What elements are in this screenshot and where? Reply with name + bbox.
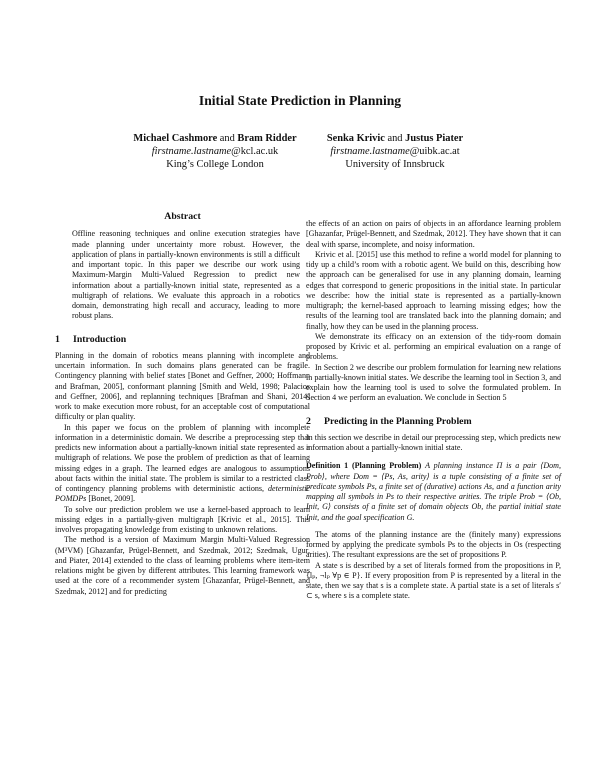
author-email: firstname.lastname@uibk.ac.at: [330, 146, 460, 157]
paragraph: In Section 2 we describe our problem formulation for learning new relations in partially-known initial states. We describe the learning tool in Section 3, and explain how the learning tool is used to solve the formulated problem. In Section 4 we perform an evaluation. We conclude in Section 5: [306, 362, 561, 403]
author-name: Michael Cashmore: [133, 133, 218, 144]
abstract-text: Offline reasoning techniques and online execution strategies have made planning under uncertainty more robust. However, the application of plans in partially-known environments is still a difficult and important topic. In this paper we describe our work using Maximum-Margin Multi-Valued Regression to predict new information about a partially-known initial state, represented as a multigraph of relations. We evaluate this approach in a robotics domain, demonstrating high recall and accuracy, leading to more robust plans.: [72, 229, 300, 321]
author-affiliation: University of Innsbruck: [345, 159, 445, 170]
author-name: Justus Piater: [405, 133, 464, 144]
author-names: [300, 132, 490, 145]
paragraph: Planning in the domain of robotics means planning with incomplete and uncertain information. In such domains plans generated can be fragile. Contingency planning with belief states [Bonet and Geffner, 2000; Hoffmann and Brafman, 2005], conformant planning [Smith and Weld, 1998; Palacios and Geffner, 2006], and replanning techniques [Brafman and Shani, 2014] work to make execution more robust, for an acceptable cost of computational difficulty or plan quality.: [55, 350, 310, 422]
author-block-innsbruck: [300, 132, 490, 171]
paragraph: In this section we describe in detail our preprocessing step, which predicts new information about a partially-known initial state.: [306, 432, 561, 452]
definition-label: Definition 1 (Planning Problem): [306, 461, 422, 471]
paragraph: A state s is described by a set of literals formed from the propositions in P, {lₚ, ¬lₚ ∀p ∈ P}. If every proposition from P is represented by a literal in the state, then we say that s is a complete state. A partial state is a set of literals s′ ⊂ s, where s is a complete state.: [306, 560, 561, 601]
author-email: firstname.lastname@kcl.ac.uk: [151, 146, 279, 157]
section-heading-introduction: 1 Introduction: [55, 333, 127, 345]
right-column: [306, 219, 561, 602]
author-block-kcl: [120, 132, 310, 171]
paragraph: In this paper we focus on the problem of planning with incomplete information in a deterministic domain. We describe a preprocessing step that predicts new information about a partially-known initial state represented as a multigraph of relations. We pose the problem of prediction as that of learning missing edges in a graph. The learned edges are analogous to assumptions about facts within the initial state. The problem is similar to a restricted class of contingency planning problems with deterministic actions, deterministic POMDPs [Bonet, 2009].: [55, 422, 310, 504]
definition-text: A planning instance Π is a pair ⟨Dom, Prob⟩, where Dom = ⟨Ps, As, arity⟩ is a tuple consisting of a finite set of predicate symbols Ps, a finite set of (durative) actions As, and a function arity mapping all symbols in Ps to their respective arities. The triple Prob = ⟨Ob, Init, G⟩ consists of a finite set of domain objects Ob, the partial initial state Init, and the goal specification G.: [306, 461, 561, 522]
author-name: Bram Ridder: [237, 133, 297, 144]
author-affiliation: King’s College London: [166, 159, 264, 170]
author-conjunction: and: [219, 133, 235, 144]
paragraph: The atoms of the planning instance are the (finitely many) expressions formed by applying the predicate symbols Ps to the objects in Os (respecting arities). The resultant expressions are the set of propositions P.: [306, 529, 561, 560]
author-name: Senka Krivic: [326, 133, 385, 144]
left-column: [55, 212, 310, 597]
abstract-heading: Abstract: [164, 211, 201, 222]
paragraph: To solve our prediction problem we use a kernel-based approach to learn missing edges in a partially-given multigraph [Krivic et al., 2015]. This involves propagating knowledge from existing to unknown relations.: [55, 504, 310, 534]
definition-block: [306, 461, 561, 523]
author-names: [120, 132, 310, 145]
paragraph: The method is a version of Maximum Margin Multi-Valued Regression (M³VM) [Ghazanfar, Prügel-Bennett, and Szedmak, 2012; Szedmak, Ugur, and Piater, 2014] extended to the class of learning problems where item-item relations might be given by different attributes. This learning framework was used at the core of a recommender system [Ghazanfar, Prügel-Bennett, and Szedmak, 2012] and for predicting: [55, 535, 310, 596]
author-conjunction: and: [387, 133, 403, 144]
paragraph: We demonstrate its efficacy on an extension of the tidy-room domain proposed by Krivic et al. performing an empirical evaluation on a range of problems.: [306, 331, 561, 362]
paper-title: Initial State Prediction in Planning: [198, 93, 402, 108]
paragraph: Krivic et al. [2015] use this method to refine a world model for planning to tidy up a child’s room with a robotic agent. We build on this, describing how the approach can be generalised for use in any planning domain, learning edges that correspond to generic propositions in the initial state. In particular we describe: how the initial state is represented as a partially-known multigraph; the kernel-based approach to learning missing edges; how the results of the learning tool are translated back into the planning domain; and finally, how they can be used in the planning process.: [306, 249, 561, 331]
paragraph: the effects of an action on pairs of objects in an affordance learning problem [Ghazanfar, Prügel-Bennett, and Szedmak, 2012]. They have shown that it can deal with sparse, incomplete, and noisy information.: [306, 219, 561, 249]
section-heading-predicting: 2 Predicting in the Planning Problem: [306, 415, 472, 427]
